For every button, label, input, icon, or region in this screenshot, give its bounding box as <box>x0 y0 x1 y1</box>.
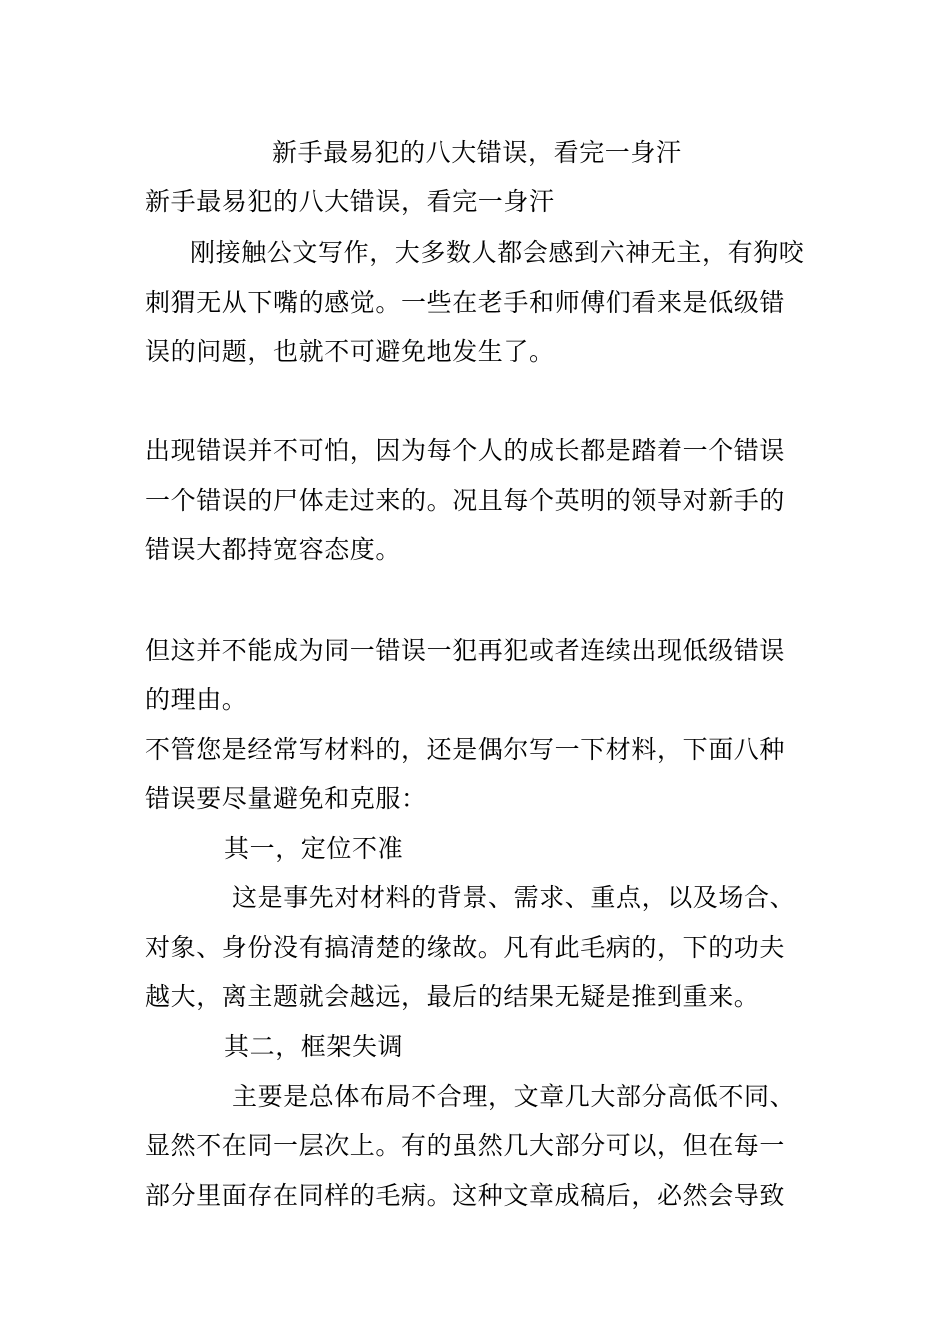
paragraph-line: 错误要尽量避免和克服： <box>145 784 427 813</box>
section-line: 这是事先对材料的背景、需求、重点，以及场合、 <box>232 883 796 912</box>
paragraph-line: 错误大都持宽容态度。 <box>145 535 402 564</box>
document-title: 新手最易犯的八大错误，看完一身汗 <box>272 138 682 167</box>
paragraph-line: 刺猬无从下嘴的感觉。一些在老手和师傅们看来是低级错 <box>145 288 786 317</box>
section-line: 部分里面存在同样的毛病。这种文章成稿后，必然会导致 <box>145 1181 786 1210</box>
section-line: 显然不在同一层次上。有的虽然几大部分可以，但在每一 <box>145 1131 786 1160</box>
section-heading: 其一，定位不准 <box>224 834 404 863</box>
document-subtitle: 新手最易犯的八大错误，看完一身汗 <box>145 187 555 216</box>
section-heading: 其二，框架失调 <box>224 1032 404 1061</box>
paragraph-line: 的理由。 <box>145 685 248 714</box>
paragraph-line: 一个错误的尸体走过来的。况且每个英明的领导对新手的 <box>145 486 786 515</box>
paragraph-line: 出现错误并不可怕，因为每个人的成长都是踏着一个错误 <box>145 436 786 465</box>
paragraph-line: 但这并不能成为同一错误一犯再犯或者连续出现低级错误 <box>145 636 786 665</box>
paragraph-line: 刚接触公文写作，大多数人都会感到六神无主，有狗咬 <box>190 238 805 267</box>
section-line: 越大，离主题就会越远，最后的结果无疑是推到重来。 <box>145 982 760 1011</box>
paragraph-line: 不管您是经常写材料的，还是偶尔写一下材料，下面八种 <box>145 735 786 764</box>
paragraph-line: 误的问题，也就不可避免地发生了。 <box>145 337 555 366</box>
section-line: 主要是总体布局不合理，文章几大部分高低不同、 <box>232 1082 796 1111</box>
section-line: 对象、身份没有搞清楚的缘故。凡有此毛病的，下的功夫 <box>145 933 786 962</box>
